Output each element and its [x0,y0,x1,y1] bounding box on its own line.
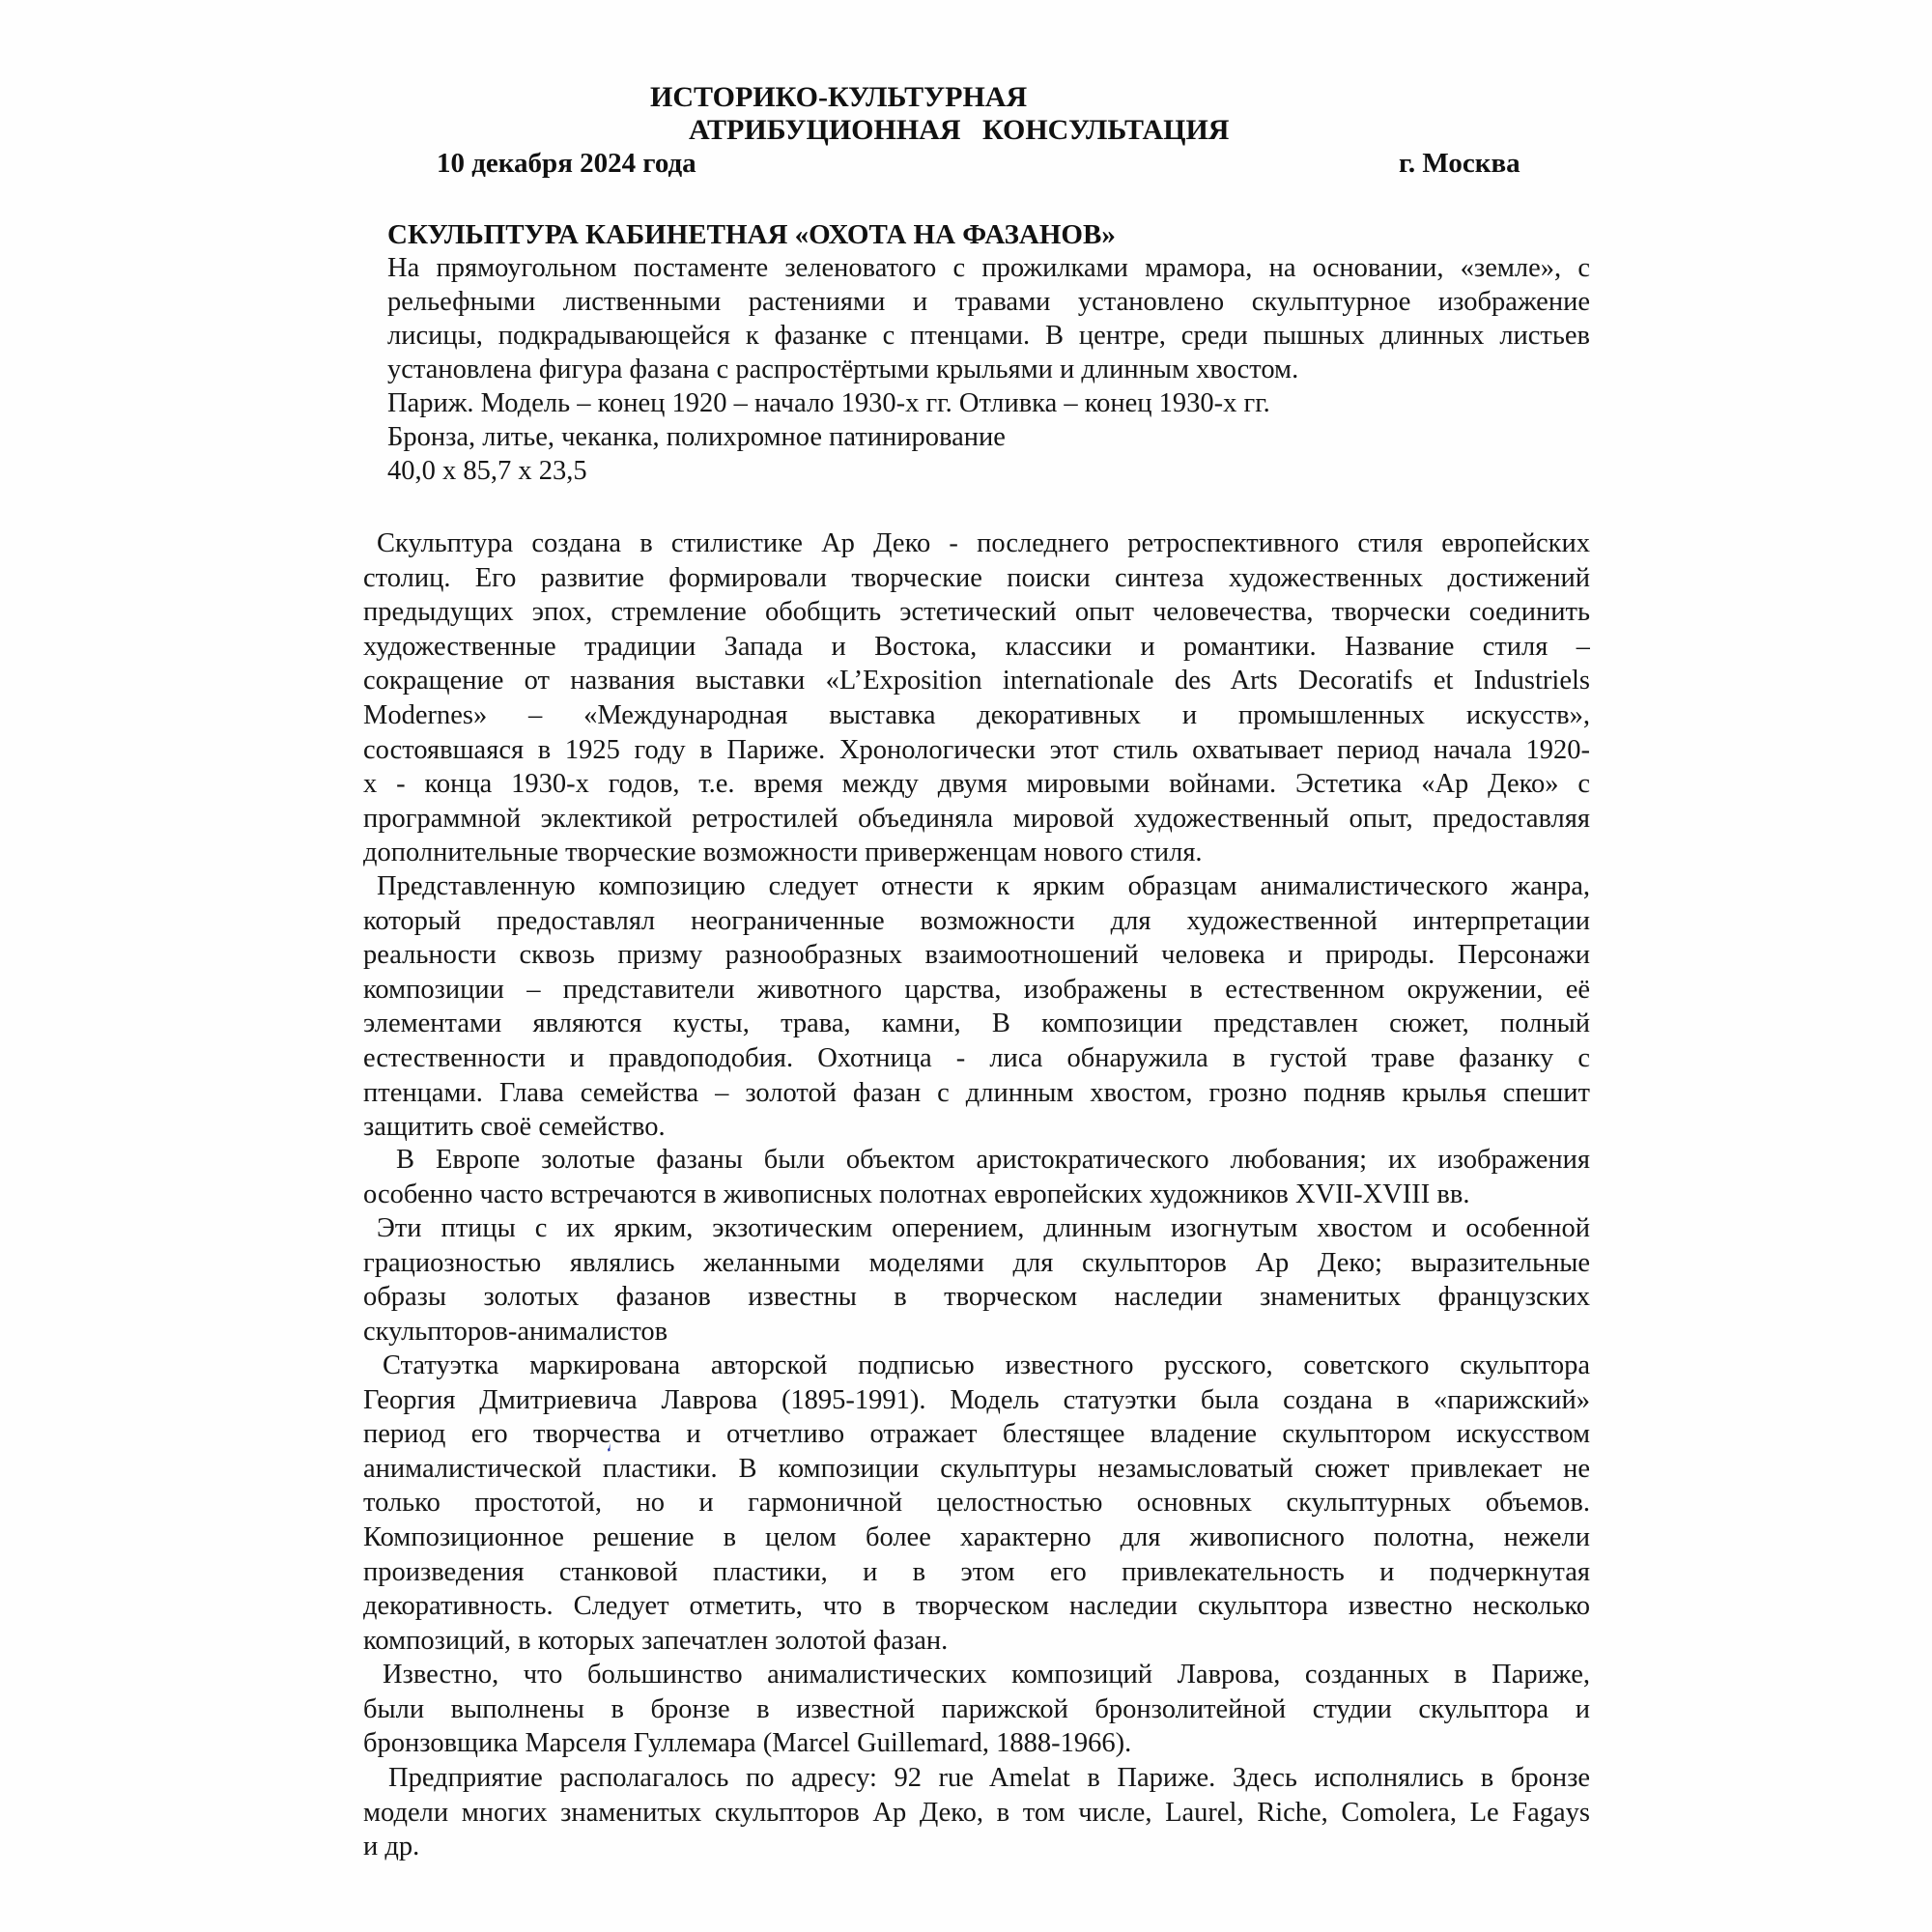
paragraph-line: реальности сквозь призму разнообразных взаимоотношений человека и природы. Персонажи [363,940,1590,971]
description-line: рельефными лиственными растениями и травами установлено скульптурное изображение [387,287,1590,317]
paragraph-line: художественные традиции Запада и Востока, классики и романтики. Название стиля – [363,631,1590,662]
paragraph-line: состоявшаяся в 1925 году в Париже. Хронологически этот стиль охватывает период начала 1920- [363,734,1590,765]
paragraph-line: предыдущих эпох, стремление обобщить эстетический опыт человечества, творчески соединить [363,597,1590,628]
object-material: Бронза, литье, чеканка, полихромное патинирование [387,422,1006,452]
paragraph-line: скульпторов-анималистов [363,1316,668,1347]
body-paragraph [363,1349,1590,1658]
paragraph-line: В Европе золотые фазаны были объектом аристократического любования; их изображения [396,1145,1590,1175]
paragraph-line: Представленную композицию следует отнести к ярким образцам анималистического жанра, [377,871,1590,901]
paragraph-line: анималистической пластики. В композиции скульптуры незамысловатый сюжет привлекает не [363,1453,1590,1484]
paragraph-line: композиции – представители животного царства, изображены в естественном окружении, её [363,974,1590,1005]
paragraph-line: птенцами. Глава семейства – золотой фазан с длинным хвостом, грозно подняв крылья спешит [363,1077,1590,1108]
paragraph-line: особенно часто встречаются в живописных полотнах европейских художников XVII-XVIII вв. [363,1179,1470,1209]
paragraph-line: Скульптура создана в стилистике Ар Деко - последнего ретроспективного стиля европейских [377,528,1590,558]
paragraph-line: период его творчества и отчетливо отражает блестящее владение скульптором искусством [363,1419,1590,1450]
paragraph-line: х - конца 1930-х годов, т.е. время между двумя мировыми войнами. Эстетика «Ар Деко» с [363,769,1590,800]
paragraph-line: сокращение от названия выставки «L’Exposition internationale des Arts Decoratifs et Industriels [363,666,1590,696]
body-paragraph [363,1761,1590,1864]
body-paragraph [363,526,1590,870]
document-date: 10 декабря 2024 года [437,148,696,179]
body-paragraph [363,869,1590,1145]
paragraph-line: модели многих знаменитых скульпторов Ар Деко, в том числе, Laurel, Riche, Comolera, Le Fagays [363,1797,1590,1828]
paragraph-line: программной эклектикой ретростилей объединяла мировой художественный опыт, предоставляя [363,803,1590,834]
paragraph-line: только простотой, но и гармоничной целостностью основных скульптурных объемов. [363,1488,1590,1519]
description-line: установлена фигура фазана с распростёртыми крыльями и длинным хвостом. [387,355,1299,384]
paragraph-line: и др. [363,1832,420,1862]
paragraph-line: Статуэтка маркирована авторской подписью известного русского, советского скульптора [383,1350,1590,1380]
paragraph-line: произведения станковой пластики, и в этом его привлекательность и подчеркнутая [363,1556,1590,1587]
pen-mark [607,1443,611,1452]
object-title: СКУЛЬПТУРА КАБИНЕТНАЯ «ОХОТА НА ФАЗАНОВ» [387,219,1116,250]
paragraph-line: грациозностью являлись желанными моделями для скульпторов Ар Деко; выразительные [363,1247,1590,1278]
paragraph-line: образы золотых фазанов известны в творческом наследии знаменитых французских [363,1282,1590,1313]
body-paragraph [363,1658,1590,1761]
description-line: На прямоугольном постаменте зеленоватого с прожилками мрамора, на основании, «земле», с [387,253,1590,283]
object-dating: Париж. Модель – конец 1920 – начало 1930-х гг. Отливка – конец 1930-х гг. [387,388,1270,418]
paragraph-line: Эти птицы с их ярким, экзотическим оперением, длинным изогнутым хвостом и особенной [377,1213,1590,1243]
object-specification [387,251,1590,488]
paragraph-line: который предоставлял неограниченные возможности для художественной интерпретации [363,905,1590,936]
document-type-heading-line-1: ИСТОРИКО-КУЛЬТУРНАЯ [650,81,1028,113]
paragraph-line: Modernes» – «Международная выставка декоративных и промышленных искусств», [363,699,1590,730]
document-type-heading-line-2: АТРИБУЦИОННАЯ КОНСУЛЬТАЦИЯ [689,114,1230,146]
paragraph-line: композиций, в которых запечатлен золотой фазан. [363,1625,949,1656]
paragraph-line: Известно, что большинство анималистических композиций Лаврова, созданных в Париже, [383,1660,1590,1690]
paragraph-line: Предприятие располагалось по адресу: 92 rue Amelat в Париже. Здесь исполнялись в бронзе [388,1763,1590,1793]
paragraph-line: элементами являются кусты, трава, камни, В композиции представлен сюжет, полный [363,1009,1590,1039]
object-dimensions: 40,0 х 85,7 х 23,5 [387,456,587,486]
paragraph-line: естественности и правдоподобия. Охотница - лиса обнаружила в густой траве фазанку с [363,1042,1590,1073]
paragraph-line: декоративность. Следует отметить, что в творческом наследии скульптора известно несколько [363,1591,1590,1622]
paragraph-line: Георгия Дмитриевича Лаврова (1895-1991). Модель статуэтки была создана в «парижский» [363,1384,1590,1415]
description-line: лисицы, подкрадывающейся к фазанке с птенцами. В центре, среди пышных длинных листьев [387,321,1590,351]
paragraph-line: защитить своё семейство. [363,1112,666,1143]
paragraph-line: дополнительные творческие возможности приверженцам нового стиля. [363,838,1203,868]
paragraph-line: были выполнены в бронзе в известной парижской бронзолитейной студии скульптора и [363,1693,1590,1724]
document-city: г. Москва [1399,148,1520,179]
body-paragraph [363,1211,1590,1349]
body-paragraph [363,1143,1590,1211]
paragraph-line: столиц. Его развитие формировали творческие поиски синтеза художественных достижений [363,562,1590,593]
paragraph-line: Композиционное решение в целом более характерно для живописного полотна, нежели [363,1521,1590,1552]
paragraph-line: бронзовщика Марселя Гуллемара (Marcel Guillemard, 1888-1966). [363,1728,1132,1759]
